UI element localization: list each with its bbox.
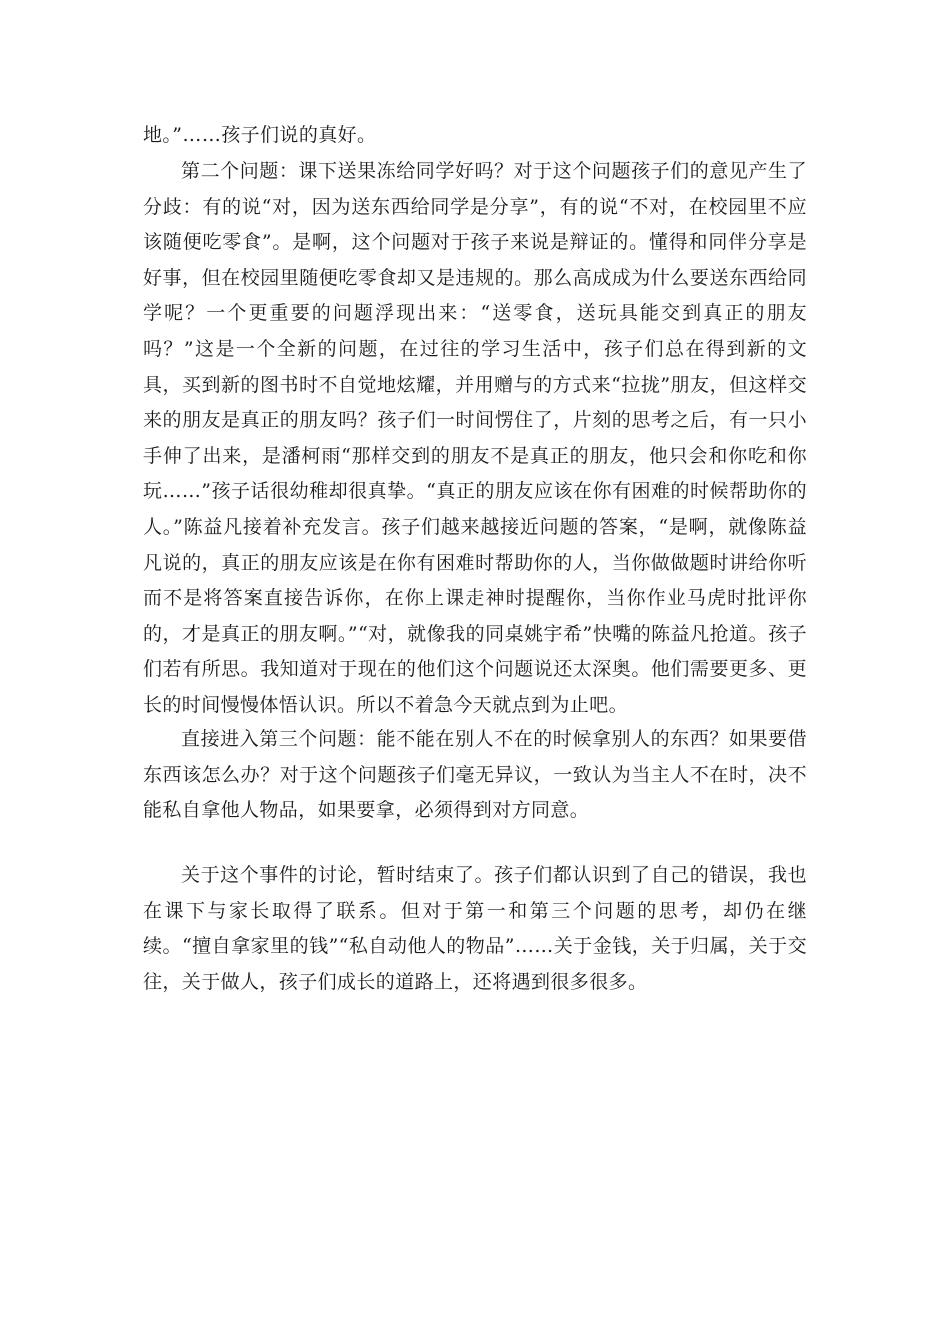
paragraph-conclusion <box>143 858 807 1000</box>
paragraph-3: 直接进入第三个问题：能不能在别人不在的时候拿别人的东西？如果要借东西该怎么办？对于这个问题孩子们毫无异议，一致认为当主人不在时，决不能私自拿他人物品，如果要拿，必须得到对方同意。 <box>143 728 807 822</box>
paragraph-third-question <box>143 722 807 829</box>
paragraph-2: 第二个问题：课下送果冻给同学好吗？对于这个问题孩子们的意见产生了分歧：有的说“对，因为送东西给同学是分享”，有的说“不对，在校园里不应该随便吃零食”。是啊，这个问题对于孩子来说是辩证的。懂得和同伴分享是好事，但在校园里随便吃零食却又是违规的。那么高成成为什么要送东西给同学呢？一个更重要的问题浮现出来：“送零食，送玩具能交到真正的朋友吗？”这是一个全新的问题，在过往的学习生活中，孩子们总在得到新的文具，买到新的图书时不自觉地炫耀，并用赠与的方式来“拉拢”朋友，但这样交来的朋友是真正的朋友吗？孩子们一时间愣住了，片刻的思考之后，有一只小手伸了出来，是潘柯雨“那样交到的朋友不是真正的朋友，他只会和你吃和你玩……”孩子话很幼稚却很真挚。“真正的朋友应该在你有困难的时候帮助你的人。”陈益凡接着补充发言。孩子们越来越接近问题的答案，“是啊，就像陈益凡说的，真正的朋友应该是在你有困难时帮助你的人，当你做做题时讲给你听而不是将答案直接告诉你，在你上课走神时提醒你，当你作业马虎时批评你的，才是真正的朋友啊。”“对，就像我的同桌姚宇希”快嘴的陈益凡抢道。孩子们若有所思。我知道对于现在的他们这个问题说还太深奥。他们需要更多、更长的时间慢慢体悟认识。所以不着急今天就点到为止吧。 <box>143 160 807 716</box>
paragraph-1: 地。”……孩子们说的真好。 <box>143 124 377 146</box>
paragraph-second-question <box>143 154 807 724</box>
paragraph-continuation <box>143 118 807 154</box>
paragraph-4: 关于这个事件的讨论，暂时结束了。孩子们都认识到了自己的错误，我也在课下与家长取得了联系。但对于第一和第三个问题的思考，却仍在继续。“擅自拿家里的钱”“私自动他人的物品”……关于金钱，关于归属，关于交往，关于做人，孩子们成长的道路上，还将遇到很多很多。 <box>143 864 807 993</box>
